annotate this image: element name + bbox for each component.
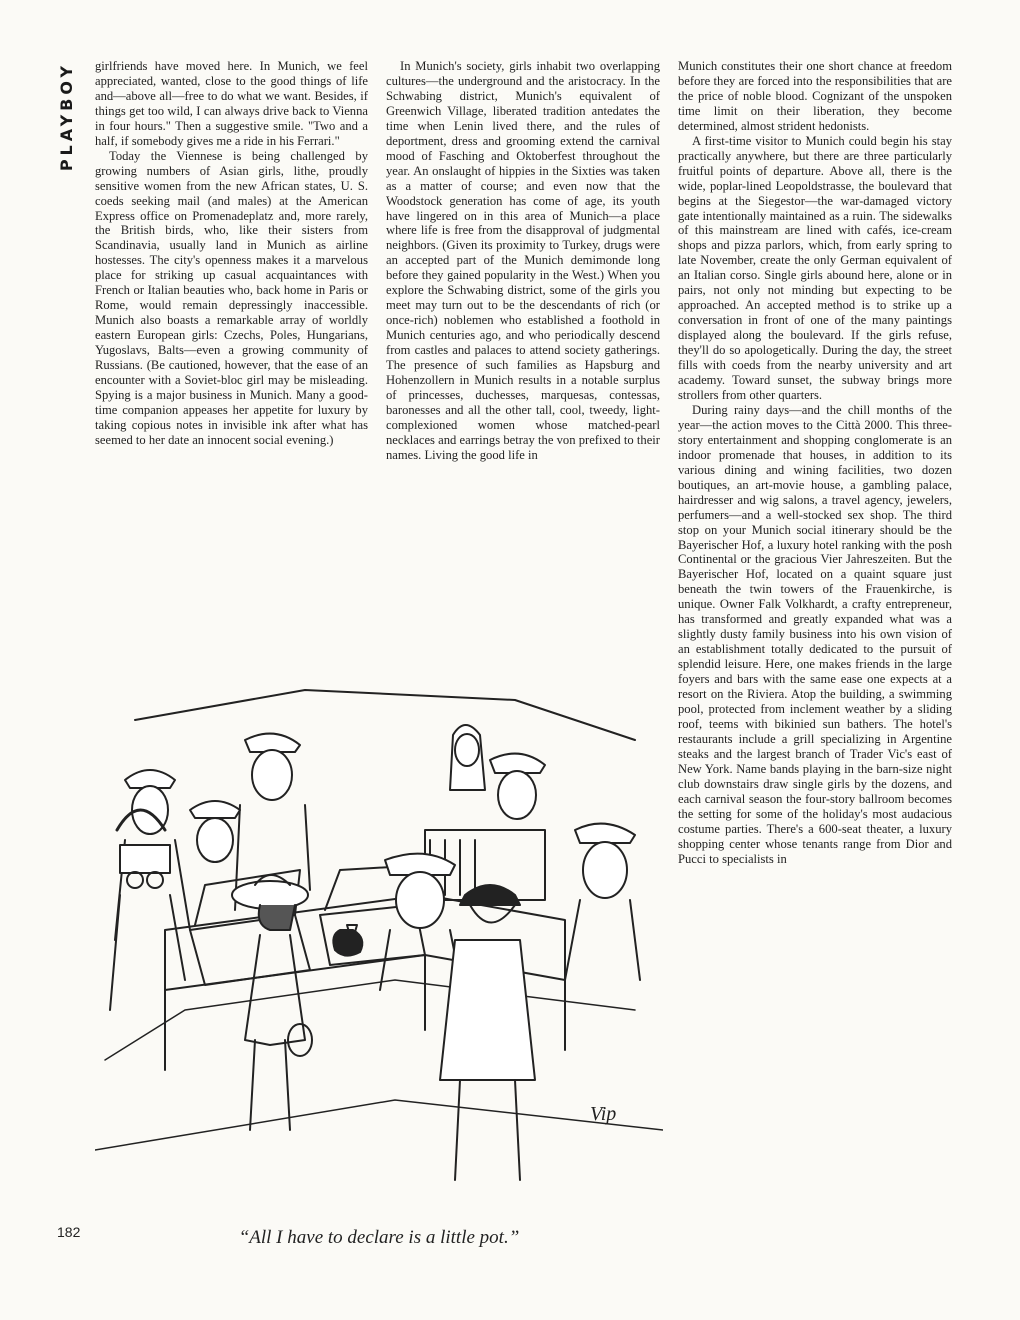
paragraph: Munich constitutes their one short chance at freedom before they are forced into the responsibilities that are the price of noble blood. Cognizant of the unspoken time limit on their liberation, they become determined, almost strident hedonists.: [678, 59, 952, 133]
article-column-1: [95, 59, 368, 665]
article-column-3: [678, 59, 952, 1271]
artist-signature: Vip: [590, 1103, 617, 1125]
paragraph: During rainy days—and the chill months of the year—the action moves to the Città 2000. This three-story entertainment and shopping conglomerate is an indoor promenade that houses, in addition to its various dining and wining facilities, two dozen boutiques, an art-movie house, a gambling palace, hairdresser and wig salons, a travel agency, jewelers, perfumers—and a well-stocked sex shop. The third stop on your Munich social itinerary should be the Bayerischer Hof, a luxury hotel ranking with the posh Continental or the gracious Vier Jahreszeiten. But the Bayerischer Hof, located on a quaint square just beneath the twin towers of the Frauenkirche, is unique. Owner Falk Volkhardt, a crafty entrepreneur, has transformed and greatly expanded what was a slightly dusty family business into his own vision of an establishment totally dedicated to the pursuit of splendid leisure. Here, one makes friends in the large foyers and bars with the same ease one expects at a resort on the Riviera. Atop the building, a swimming pool, protected from inclement weather by a sliding roof, teems with bikinied sun bathers. The hotel's restaurants include a grill specializing in Argentine steaks and the largest branch of Trader Vic's east of New York. Name bands playing in the barn-size night club downstairs draw single girls by the dozens, and each carnival season the four-story ballroom becomes the setting for some of the holiday's most audacious costume parties. There's a 600-seat theater, a luxury shopping center whose tenants range from Dior and Pucci to specialists in: [678, 402, 952, 866]
customs-officer: [190, 801, 240, 862]
paragraph: A first-time visitor to Munich could begin his stay practically anywhere, but there are three particularly fruitful points of departure. Above all, there is the wide, poplar-lined Leopoldstrasse, the boulevard that begins at the Siegestor—the war-damaged victory gate intentionally maintained as a ruin. The sidewalks of this mainstream are lined with cafés, ice-cream shops and pizza parlors, which, from early spring to late November, create the only German equivalent of an Italian corso. Single girls abound here, alone or in pairs, not only not minding but expecting to be approached. An accepted method is to strike up a conversation in front of one of the many paintings displayed along the boulevard. If the girls refuse, they'll do so apologetically. During the day, the street fills with coeds from the nearby university and art academy. Toward sunset, the subway brings more strollers from other quarters.: [678, 133, 952, 402]
customs-cartoon-illustration: [95, 680, 663, 1215]
customs-officer: [490, 754, 545, 819]
paragraph: Today the Viennese is being challenged by growing numbers of Asian girls, lithe, proudly sensitive women from the new African states, U. S. coeds seeking mail (and males) at the American Express office on Promenadeplatz and, more rarely, the British birds, who, like their sisters from Scandinavia, usually land in Munich as airline hostesses. The city's openness makes it a marvelous place for striking up casual acquaintances with French or Italian beauties who, back home in Paris or Rome, would remain depressingly inaccessible. Munich also boasts a remarkable array of worldly eastern European girls: Czechs, Poles, Hungarians, Yugoslavs, Balts—even a growing community of Russians. (Be cautioned, however, that the ease of an encounter with a Soviet-bloc girl may be misleading. Spying is a major business in Munich. Many a good-time companion appeases her appetite for luxury by taking copious notes in invisible ink after what has seemed to her date an innocent social evening.): [95, 148, 368, 447]
cartoon-caption: “All I have to declare is a little pot.”: [238, 1227, 520, 1248]
magazine-name: PLAYBOY: [57, 62, 76, 172]
man-in-hat-back-view: [440, 885, 535, 1180]
floor-line: [95, 1100, 663, 1150]
bearded-traveler: [450, 725, 485, 790]
traveler-with-glasses: [110, 810, 185, 1010]
counter-back-edge: [105, 980, 635, 1060]
paragraph: In Munich's society, girls inhabit two overlapping cultures—the underground and the aristocracy. In the Schwabing district, Munich's equivalent of Greenwich Village, liberated tradition antedates the time when Lenin lived there, and the rules of deportment, dress and grooming extend the carnival mood of Fasching and Oktoberfest throughout the year. An onslaught of hippies in the Sixties was taken as a matter of course; and even now that the Woodstock generation has come of age, its youth have lingered on in this area of Munich—a place where life is free from the disapproval of judgmental neighbors. (Given its proximity to Turkey, drugs were an accepted part of the Munich demimonde long before they gained popularity in the West.) When you explore the Schwabing district, some of the girls you meet may turn out to be the descendants of rich (or once-rich) noblemen who established a foothold in Munich centuries ago, and who periodically descend from castles and palaces to attend society gatherings. The presence of such families as Hapsburg and Hohenzollern in Munich results in a notable surplus of princesses, duchesses, marquesas, contessas, baronesses and all the other tall, cool, tweedy, light-complexioned women whose matched-pearl necklaces and earrings betray the von prefixed to their names. Living the good life in: [386, 59, 660, 462]
paragraph: girlfriends have moved here. In Munich, we feel appreciated, wanted, close to the good things of life and—above all—free to do what we want. Besides, if things get too wild, I can always drive back to Vienna in four hours." Then a suggestive smile. "Two and a half, if somebody gives me a ride in his Ferrari.": [95, 59, 368, 148]
lady-with-hat: [232, 875, 312, 1130]
room-ceiling-line: [135, 690, 635, 740]
customs-officer: [565, 824, 640, 980]
page-number: 182: [57, 1224, 81, 1240]
article-column-2: [386, 59, 660, 665]
little-pot: [333, 930, 362, 956]
customs-officer: [380, 854, 460, 990]
